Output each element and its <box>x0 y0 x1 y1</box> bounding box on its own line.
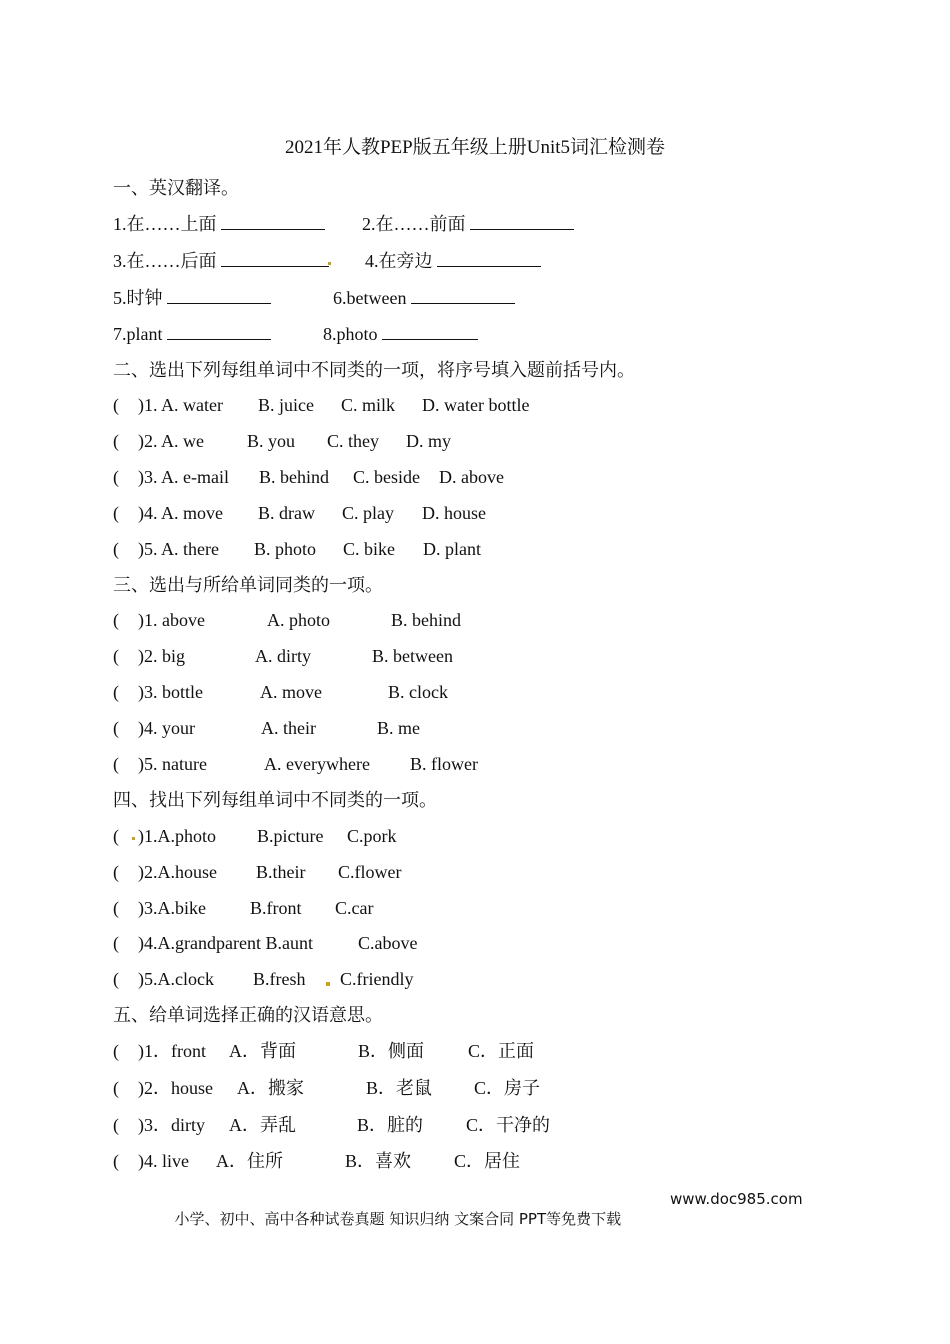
option-a: A. photo <box>267 610 330 630</box>
question: )3.A.bike <box>138 898 206 918</box>
paren: ( <box>113 1151 119 1171</box>
question: )2. big <box>138 646 185 666</box>
footer-text: 小学、初中、高中各种试卷真题 知识归纳 文案合同 PPT等免费下载 <box>174 1210 622 1228</box>
section-5-heading: 五、给单词选择正确的汉语意思。 <box>113 1005 383 1025</box>
option-a: A. everywhere <box>264 754 370 774</box>
option-c: C．居住 <box>454 1151 521 1171</box>
section-4-heading: 四、找出下列每组单词中不同类的一项。 <box>113 790 437 810</box>
s1-item-7: 7.plant <box>113 321 271 346</box>
paren: ( <box>113 754 119 774</box>
section-2-heading: 二、选出下列每组单词中不同类的一项，将序号填入题前括号内。 <box>113 360 635 380</box>
paren: ( <box>113 395 119 415</box>
option-a: A. their <box>261 718 316 738</box>
option-d: D. my <box>406 431 451 451</box>
question: )5.A.clock <box>138 969 214 989</box>
option-b: B．脏的 <box>357 1115 424 1135</box>
option-c: C. beside <box>353 467 420 487</box>
question: )3. A. e-mail <box>138 467 229 487</box>
question: )1. A. water <box>138 395 223 415</box>
option-c: C. bike <box>343 539 395 559</box>
paren: ( <box>113 933 119 953</box>
paren: ( <box>113 898 119 918</box>
option-a: A．弄乱 <box>229 1115 296 1135</box>
option-c: C.car <box>335 898 374 918</box>
paren: ( <box>113 539 119 559</box>
option-c: C．正面 <box>468 1041 535 1061</box>
question: )1.A.photo <box>138 826 216 846</box>
option-a: A．搬家 <box>237 1078 304 1098</box>
page-title: 2021年人教PEP版五年级上册Unit5词汇检测卷 <box>284 137 666 158</box>
option-b: B. draw <box>258 503 315 523</box>
question: )2. A. we <box>138 431 204 451</box>
option-a: A．住所 <box>216 1151 283 1171</box>
option-b: B.front <box>250 898 302 918</box>
question: )3. bottle <box>138 682 203 702</box>
option-c: C. play <box>342 503 394 523</box>
paren: ( <box>113 1041 119 1061</box>
paren: ( <box>113 646 119 666</box>
option-c: C.flower <box>338 862 402 882</box>
option-b: B. me <box>377 718 420 738</box>
option-b: B. behind <box>391 610 461 630</box>
option-d: D. house <box>422 503 486 523</box>
option-b: B.their <box>256 862 306 882</box>
paren: ( <box>113 1078 119 1098</box>
option-b: B．侧面 <box>358 1041 425 1061</box>
option-a: A. move <box>260 682 322 702</box>
stray-dot <box>328 262 331 265</box>
paren: ( <box>113 826 119 846</box>
s1-item-3: 3.在……后面 <box>113 248 329 273</box>
question: )5. nature <box>138 754 207 774</box>
footer <box>165 1190 803 1247</box>
question: )1．front <box>138 1041 206 1061</box>
s1-item-1: 1.在……上面 <box>113 211 325 236</box>
paren: ( <box>113 503 119 523</box>
option-b: B. juice <box>258 395 314 415</box>
option-b: B．老鼠 <box>366 1078 433 1098</box>
paren: ( <box>113 718 119 738</box>
option-c: C. milk <box>341 395 396 415</box>
question: )4. A. move <box>138 503 223 523</box>
stray-dot <box>326 982 330 986</box>
question: )5. A. there <box>138 539 219 559</box>
stray-dot <box>132 837 135 840</box>
option-a: A．背面 <box>229 1041 296 1061</box>
s1-item-8: 8.photo <box>323 321 478 346</box>
option-b: B．喜欢 <box>345 1151 412 1171</box>
option-b: B. behind <box>259 467 329 487</box>
paren: ( <box>113 1115 119 1135</box>
question: )4.A.grandparent B.aunt <box>138 933 313 953</box>
option-b: B. photo <box>254 539 317 559</box>
option-a: A. dirty <box>255 646 311 666</box>
option-b: B.fresh <box>253 969 306 989</box>
footer-url[interactable]: www.doc985.com <box>670 1190 803 1208</box>
section-3-heading: 三、选出与所给单词同类的一项。 <box>113 575 383 595</box>
option-b: B. flower <box>410 754 478 774</box>
s1-item-4: 4.在旁边 <box>365 248 541 273</box>
option-d: D. water bottle <box>422 395 530 415</box>
option-b: B. clock <box>388 682 448 702</box>
option-c: C．干净的 <box>466 1115 551 1135</box>
paren: ( <box>113 467 119 487</box>
s1-item-5: 5.时钟 <box>113 285 271 310</box>
option-d: D. above <box>439 467 504 487</box>
option-d: D. plant <box>423 539 481 559</box>
option-b: B.picture <box>257 826 324 846</box>
option-b: B. between <box>372 646 453 666</box>
question: )1. above <box>138 610 205 630</box>
paren: ( <box>113 610 119 630</box>
s1-item-6: 6.between <box>333 285 515 310</box>
question: )4. your <box>138 718 195 738</box>
question: )2．house <box>138 1078 213 1098</box>
option-c: C.above <box>358 933 418 953</box>
paren: ( <box>113 862 119 882</box>
paren: ( <box>113 431 119 451</box>
question: )4. live <box>138 1151 189 1171</box>
section-1-heading: 一、英汉翻译。 <box>113 178 239 198</box>
s1-item-2: 2.在……前面 <box>362 211 574 236</box>
option-b: B. you <box>247 431 296 451</box>
paren: ( <box>113 682 119 702</box>
option-c: C.friendly <box>340 969 414 989</box>
paren: ( <box>113 969 119 989</box>
option-c: C.pork <box>347 826 397 846</box>
question: )2.A.house <box>138 862 217 882</box>
option-c: C．房子 <box>474 1078 541 1098</box>
option-c: C. they <box>327 431 379 451</box>
question: )3．dirty <box>138 1115 205 1135</box>
